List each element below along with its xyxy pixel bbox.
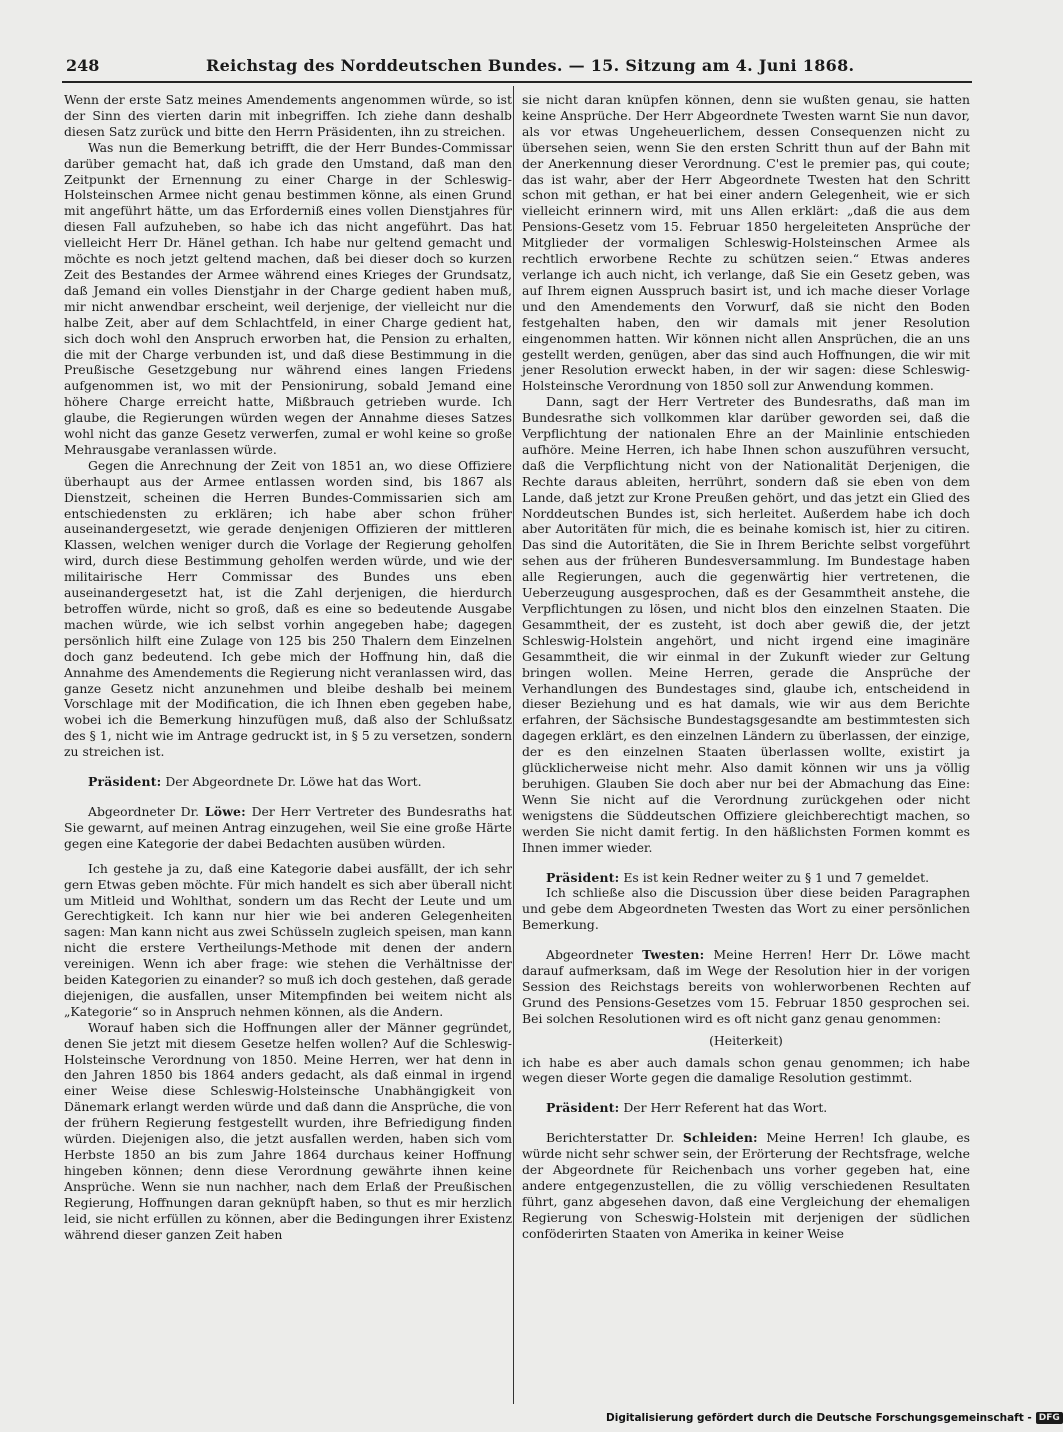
paragraph: Wenn der erste Satz meines Amendements angenommen würde, so ist der Sinn des vierten darin mit inbegriffen. Ich ziehe dann deshalb diesen Satz zurück und bitte den Herrn Präsidenten, ihn zu streichen. [64, 92, 512, 139]
speech-text: Der Herr Vertreter des Bundesraths hat Sie gewarnt, auf meinen Antrag einzugehen, weil Sie eine große Härte gegen eine Kategorie der dabei Bedachten ausüben würden. [64, 803, 512, 851]
paragraph: Ich schließe also die Discussion über diese beiden Paragraphen und gebe dem Abgeordneten Twesten das Wort zu einer persönlichen Bemerkung. [522, 885, 970, 933]
speech-text: Der Abgeordnete Dr. Löwe hat das Wort. [161, 774, 422, 790]
speaker-paragraph [64, 804, 512, 852]
digitization-footer [606, 1412, 1060, 1428]
speaker-name: Präsident: [88, 774, 162, 790]
speech-text: Der Herr Referent hat das Wort. [619, 1100, 828, 1116]
running-title: Reichstag des Norddeutschen Bundes. — 15. Sitzung am 4. Juni 1868. [206, 56, 855, 75]
page-header [62, 56, 972, 80]
dfg-logo-icon: DFG [1036, 1412, 1063, 1424]
speech-text: Es ist kein Redner weiter zu § 1 und 7 gemeldet. [619, 869, 930, 885]
speaker-paragraph [522, 947, 970, 1027]
footer-credit: Digitalisierung gefördert durch die Deutsche Forschungsgemeinschaft - [606, 1412, 1032, 1424]
speaker-name: Präsident: [546, 869, 620, 885]
paragraph: Worauf haben sich die Hoffnungen aller der Männer gegründet, denen Sie jetzt mit diesem Gesetze helfen wollen? Auf die Schleswig-Holsteinsche Verordnung von 1850. Meine Herren, wer hat denn in den Jahren 1850 bis 1864 anders gedacht, als daß einmal in irgend einer Weise diese Schleswig-Holsteinsche Unabhängigkeit von Dänemark erlangt werden würde und daß dann die Ansprüche, die von der frühern Regierung festgestellt wurden, ihre Befriedigung finden würden. Diejenigen also, die jetzt ausfallen werden, haben sich vom Herbste 1850 an bis zum Jahre 1864 durchaus keiner Hoffnung hingeben können; denn diese Verordnung gewährte ihnen keine Ansprüche. Wenn sie nun nachher, nach dem Erlaß der Preußischen Regierung, Hoffnungen daran geknüpft haben, so thut es mir herzlich leid, sie nicht erfüllen zu können, aber die Bedingungen ihrer Existenz während dieser ganzen Zeit haben [64, 1019, 512, 1242]
speaker-intro: Berichterstatter Dr. [546, 1130, 683, 1146]
speaker-name: Twesten: [642, 947, 705, 963]
paragraph: Gegen die Anrechnung der Zeit von 1851 an, wo diese Offiziere überhaupt aus der Armee entlassen worden sind, bis 1867 als Dienstzeit, scheinen die Herren Bundes-Commissarien sich am entschiedensten zu erklären; ich habe aber schon früher auseinandergesetzt, wie gerade denjenigen Offizieren der mittleren Klassen, welchen weniger durch die Vorlage der Regierung geholfen wird, durch diese Bestimmung geholfen werden würde, und wie der militairische Herr Commissar des Bundes uns eben auseinandergesetzt hat, ist die Zahl derjenigen, die hierdurch betroffen würde, nicht so groß, daß es eine so bedeutende Ausgabe machen würde, wie ich selbst vorhin angegeben habe; dagegen persönlich hilft eine Zulage von 125 bis 250 Thalern dem Einzelnen doch ganz bedeutend. Ich gebe mich der Hoffnung hin, daß die Annahme des Amendements die Regierung nicht veranlassen wird, das ganze Gesetz nicht anzunehmen und bleibe deshalb bei meinem Vorschlage mit der Modification, die ich Ihnen eben gegeben habe, wobei ich die Bemerkung hinzufügen muß, daß also der Schlußsatz des § 1, nicht wie im Antrage gedruckt ist, in § 5 zu versetzen, sondern zu streichen ist. [64, 457, 512, 760]
right-column [522, 92, 970, 1402]
speaker-paragraph [522, 1100, 970, 1116]
speaker-intro: Abgeordneter Dr. [88, 803, 205, 819]
paragraph: Dann, sagt der Herr Vertreter des Bundesraths, daß man im Bundesrathe sich vollkommen klar darüber geworden sei, daß die Verpflichtung der nationalen Ehre an der Mainlinie entschieden aufhöre. Meine Herren, ich habe Ihnen schon auszuführen versucht, daß die Verpflichtung nicht von der Nationalität Derjenigen, die Rechte daraus ableiten, herrührt, sondern daß sie eben von dem Lande, daß jetzt zur Krone Preußen gehört, und das jetzt ein Glied des Norddeutschen Bundes ist, sich herleitet. Außerdem habe ich doch aber Autoritäten für mich, die es beinahe komisch ist, hier zu citiren. Das sind die Autoritäten, die Sie in Ihrem Berichte selbst vorgeführt sehen aus der früheren Bundesversammlung. Im Bundestage haben alle Regierungen, auch die gegenwärtig hier vertretenen, die Ueberzeugung ausgesprochen, daß es der Gesammtheit anstehe, die Verpflichtungen zu lösen, und nicht blos den einzelnen Staaten. Die Gesammtheit, der es zusteht, ist doch aber gewiß die, der jetzt Schleswig-Holstein angehört, und nicht irgend eine imaginäre Gesammtheit, die wir einmal in der Zukunft wieder zur Geltung bringen wollen. Meine Herren, gerade die Ansprüche der Verhandlungen des Bundestages sind, glaube ich, entscheidend in dieser Beziehung und es hat damals, wie wir aus dem Berichte erfahren, der Sächsische Bundestagsgesandte am bestimmtesten sich dagegen erklärt, es den einzelnen Ländern zu überlassen, der einzige, der es den einzelnen Staaten überlassen wollte, existirt ja glücklicherweise nicht mehr. Also damit können wir uns ja völlig beruhigen. Glauben Sie doch aber nur bei der Abmachung das Eine: Wenn Sie nicht auf die Verordnung zurückgehen oder nicht wenigstens die Süddeutschen Offiziere gleichberechtigt machen, so werden Sie nicht damit fertig. In den häßlichsten Formen kommt es Ihnen immer wieder. [522, 394, 970, 855]
interjection: (Heiterkeit) [709, 1032, 783, 1048]
header-rule [62, 81, 972, 83]
column-divider [513, 86, 514, 1404]
speaker-name: Schleiden: [682, 1130, 758, 1146]
speaker-name: Präsident: [546, 1100, 620, 1116]
speech-text: Meine Herren! Ich glaube, es würde nicht sehr schwer sein, der Erörterung der Rechtsfrage, welche der Abgeordnete für Reichenbach uns vorher gegeben hat, eine andere entgegenzustellen, die zu völlig verschiedenen Resultaten führt, ganz abgesehen davon, daß eine Vergleichung der ehemaligen Regierung von Scheswig-Holstein mit derjenigen der südlichen conföderirten Staaten von Amerika in keiner Weise [522, 1130, 970, 1241]
paragraph: Was nun die Bemerkung betrifft, die der Herr Bundes-Commissar darüber gemacht hat, daß ich grade den Umstand, daß man den Zeitpunkt der Ernennung zu einer Charge in der Schleswig-Holsteinschen Armee nicht genau bestimmen könne, als einen Grund mit angeführt hätte, um das Erforderniß eines vollen Dienstjahres für diesen Fall aufzuheben, so habe ich das nicht angeführt. Das hat vielleicht Herr Dr. Hänel gethan. Ich habe nur geltend gemacht und möchte es noch jetzt geltend machen, daß bei dieser doch so kurzen Zeit des Bestandes der Armee während eines Krieges der Grundsatz, daß Jemand ein volles Dienstjahr in der Charge gedient haben muß, mir nicht anwendbar erscheint, weil derjenige, der vielleicht nur die halbe Zeit, aber auf dem Schlachtfeld, in einer Charge gedient hat, sich doch wohl den Anspruch erworben hat, die Pension zu erhalten, die mit der Charge verbunden ist, und daß diese Bestimmung in die Preußische Gesetzgebung nur während eines langen Friedens aufgenommen ist, wo mit der Pensionirung, sobald Jemand eine höhere Charge erreicht hatte, Mißbrauch getrieben wurde. Ich glaube, die Regierungen würden wegen der Annahme dieses Satzes wohl nicht das ganze Gesetz verwerfen, zumal er wohl keine so große Mehrausgabe veranlassen würde. [64, 139, 512, 457]
speaker-paragraph [64, 774, 512, 790]
paragraph: sie nicht daran knüpfen können, denn sie wußten genau, sie hatten keine Ansprüche. Der Herr Abgeordnete Twesten warnt Sie nun davor, als vor etwas Ungeheuerlichem, dessen Consequenzen nicht zu übersehen seien, wenn Sie den ersten Schritt thun auf der Bahn mit der Anerkennung dieser Verordnung. C'est le premier pas, qui coute; das ist wahr, aber der Herr Abgeordnete Twesten hat den Schritt schon mit gethan, er hat bei einer andern Gelegenheit, wie er sich vielleicht erinnern wird, mit uns Allen erklärt: „daß die aus dem Pensions-Gesetz vom 15. Februar 1850 hergeleiteten Ansprüche der Mitglieder der vormaligen Schleswig-Holsteinschen Armee als rechtlich erworbene Rechte zu schützen seien.“ Etwas anderes verlange ich auch nicht, ich verlange, daß Sie ein Gesetz geben, was auf Ihrem eignen Ausspruch basirt ist, und ich mache dieser Vorlage und den Amendements den Vorwurf, daß sie nicht den Boden festgehalten haben, den wir damals mit jener Resolution eingenommen hatten. Wir können nicht allen Ansprüchen, die an uns gestellt werden, genügen, aber das sind auch Hoffnungen, die wir mit jener Resolution erweckt haben, in der wir sagen: diese Schleswig-Holsteinsche Verordnung von 1850 soll zur Anwendung kommen. [522, 92, 970, 394]
page-number: 248 [66, 56, 100, 75]
speaker-intro: Abgeordneter [546, 947, 643, 963]
speaker-paragraph [522, 1130, 970, 1241]
speaker-name: Löwe: [204, 803, 246, 819]
left-column [64, 92, 512, 1402]
paragraph: Ich gestehe ja zu, daß eine Kategorie dabei ausfällt, der ich sehr gern Etwas geben möchte. Für mich handelt es sich aber überall nicht um Mitleid und Wohlthat, sondern um das Recht der Leute und um Gerechtigkeit. Ich kann nur hier wie bei anderen Gelegenheiten sagen: Man kann nicht aus zwei Schüsseln zugleich speisen, man kann nicht die erstere Vertheilungs-Methode mit denen der andern vereinigen. Wenn ich aber frage: wie stehen die Verhältnisse der beiden Kategorien zu einander? so muß ich doch gestehen, daß gerade diejenigen, die ausfallen, unser Mitempfinden bei weitem nicht als „Kategorie“ so in Anspruch nehmen können, als die Andern. [64, 860, 513, 1019]
speaker-paragraph [522, 870, 970, 886]
paragraph: ich habe es aber auch damals schon genau genommen; ich habe wegen dieser Worte gegen die damalige Resolution gestimmt. [522, 1054, 970, 1086]
speech-text: Meine Herren! Herr Dr. Löwe macht darauf aufmerksam, daß im Wege der Resolution hier in der vorigen Session des Reichstags bereits von wohlerworbenen Rechten auf Grund des Pensions-Gesetzes vom 15. Februar 1850 gesprochen sei. Bei solchen Resolutionen wird es oft nicht ganz genau genommen: [522, 947, 970, 1026]
